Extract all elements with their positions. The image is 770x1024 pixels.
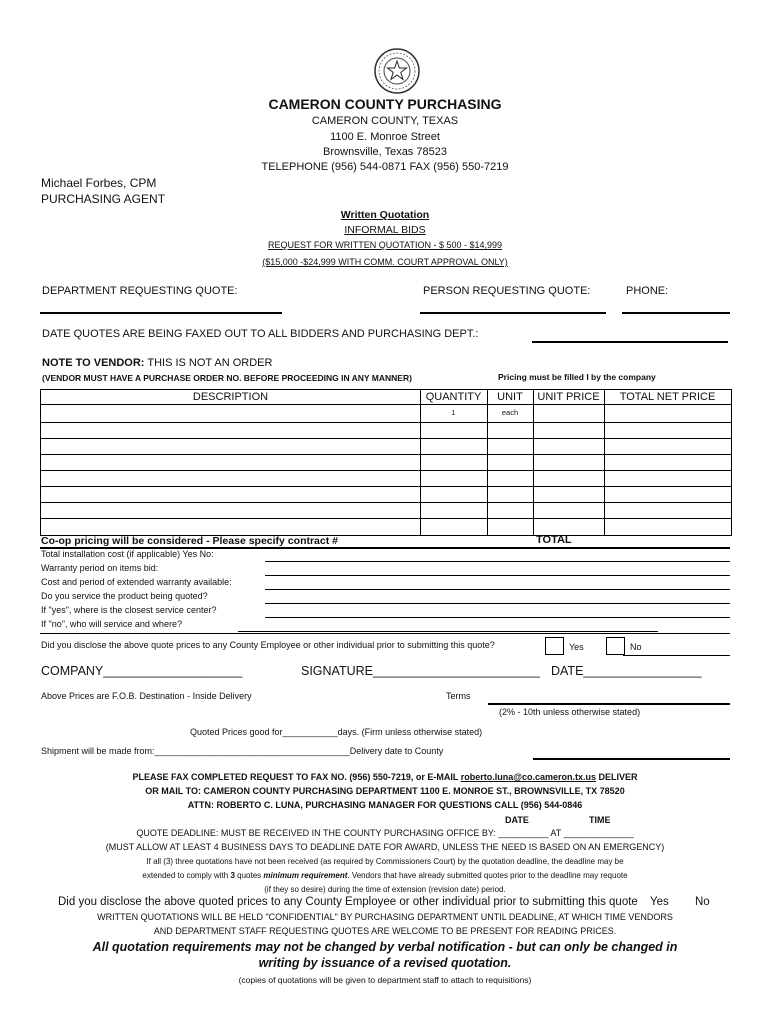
requirements-2 [0, 956, 770, 970]
question-installation: Total installation cost (if applicable) Yes No: [41, 549, 214, 559]
department-label: DEPARTMENT REQUESTING QUOTE: [42, 285, 238, 297]
attn-line: ATTN: ROBERTO C. LUNA, PURCHASING MANAGER FOR QUESTIONS CALL (956) 544-0846 [187, 800, 583, 810]
agent-name: Michael Forbes, CPM [41, 176, 157, 190]
disclose-yes-label: Yes [569, 642, 584, 652]
three-quotes-2-post: . Vendors that have already submitted quotes prior to the deadline may requote [347, 871, 628, 880]
quoted-prices-good: Quoted Prices good for___________days. (Firm unless otherwise stated) [190, 727, 483, 737]
allow-days: (MUST ALLOW AT LEAST 4 BUSINESS DAYS TO DEADLINE DATE FOR AWARD, UNLESS THE NEED IS BASED ON AN EMERGENCY) [105, 842, 665, 852]
question-service-center: If "yes", where is the closest service center? [41, 605, 217, 615]
coop-label: Co-op pricing will be considered - Please specify contract # [41, 535, 338, 547]
confidential-1: WRITTEN QUOTATIONS WILL BE HELD "CONFIDENTIAL" BY PURCHASING DEPARTMENT UNTIL DEADLINE, AT WHICH TIME VENDORS [97, 912, 673, 922]
deadline-date-label: DATE [505, 815, 529, 825]
note-label: NOTE TO VENDOR: [42, 357, 145, 369]
col-total-net-price: TOTAL NET PRICE [619, 391, 716, 403]
date-faxed-label: DATE QUOTES ARE BEING FAXED OUT TO ALL BIDDERS AND PURCHASING DEPT.: [42, 328, 479, 340]
form-range-approval: ($15,000 -$24,999 WITH COMM. COURT APPROVAL ONLY) [262, 257, 508, 267]
phone-fax-line: TELEPHONE (956) 544-0871 FAX (956) 550-7219 [261, 161, 509, 173]
deadline-time-label: TIME [589, 815, 611, 825]
who-service-field[interactable] [238, 631, 658, 632]
phone-label: PHONE: [626, 285, 669, 297]
form-subtitle: INFORMAL BIDS [344, 224, 426, 236]
person-label: PERSON REQUESTING QUOTE: [423, 285, 591, 297]
three-quotes-2-num: 3 [230, 871, 235, 880]
copies-note: (copies of quotations will be given to department staff to attach to requisitions) [238, 975, 532, 985]
quote-table [40, 389, 732, 536]
disclose-box-line [623, 655, 730, 656]
three-quotes-2-mid: quotes [234, 871, 264, 880]
col-unit: UNIT [497, 391, 523, 403]
three-quotes-3: (if they so desire) during the time of extension (revision date) period. [264, 885, 506, 894]
questions-bottom [40, 633, 730, 634]
org-title: CAMERON COUNTY PURCHASING [268, 96, 502, 112]
vendor-po-note: (VENDOR MUST HAVE A PURCHASE ORDER NO. BEFORE PROCEEDING IN ANY MANNER) [42, 373, 412, 383]
extended-field[interactable] [265, 589, 730, 590]
date-faxed-field[interactable] [532, 341, 728, 343]
question-extended: Cost and period of extended warranty available: [41, 577, 232, 587]
requirements-1 [0, 940, 770, 954]
terms-field[interactable] [488, 703, 730, 705]
total-label: TOTAL [536, 534, 572, 546]
three-quotes-2 [0, 871, 770, 880]
delivery-date-field[interactable] [533, 758, 730, 760]
requirements-2-text: writing by issuance of a revised quotation. [258, 956, 512, 970]
note-to-vendor [42, 357, 272, 369]
question-service: Do you service the product being quoted? [41, 591, 208, 601]
three-quotes-2-pre: extended to comply with [142, 871, 231, 880]
disclose-no-checkbox[interactable] [606, 637, 625, 655]
question-warranty: Warranty period on items bid: [41, 563, 159, 573]
disclose2-question: Did you disclose the above quoted prices to any County Employee or other individual prior to submitting this quote [58, 896, 638, 908]
date-field[interactable]: DATE_________________ [551, 664, 702, 678]
requirements-1-text: All quotation requirements may not be changed by verbal notification - but can only be changed in [92, 940, 678, 954]
disclose-yes-checkbox[interactable] [545, 637, 564, 655]
disclose2-no[interactable]: No [695, 896, 710, 908]
fax-text: PLEASE FAX COMPLETED REQUEST TO FAX NO. (956) 550-7219, or E-MAIL [132, 772, 461, 782]
form-range: REQUEST FOR WRITTEN QUOTATION - $ 500 - $14,999 [267, 240, 503, 250]
col-description: DESCRIPTION [192, 391, 269, 403]
mail-instructions: OR MAIL TO: CAMERON COUNTY PURCHASING DEPARTMENT 1100 E. MONROE ST., BROWNSVILLE, TX 78520 [145, 786, 625, 796]
pricing-note: Pricing must be filled I by the company [498, 372, 656, 382]
terms-note: (2% - 10th unless otherwise stated) [499, 707, 641, 717]
quote-deadline: QUOTE DEADLINE: MUST BE RECEIVED IN THE COUNTY PURCHASING OFFICE BY: __________ AT ______________ [136, 828, 634, 838]
fob-note: Above Prices are F.O.B. Destination - Inside Delivery [41, 691, 252, 701]
form-title: Written Quotation [340, 209, 430, 221]
county-line: CAMERON COUNTY, TEXAS [311, 115, 459, 127]
disclose-question: Did you disclose the above quote prices to any County Employee or other individual prior to submitting this quote? [41, 640, 495, 650]
row1-quantity: 1 [451, 408, 456, 417]
disclose-no-label: No [630, 642, 642, 652]
email-link[interactable]: roberto.luna@co.cameron.tx.us [460, 772, 597, 782]
note-text: THIS IS NOT AN ORDER [147, 357, 273, 369]
row1-unit: each [501, 408, 519, 417]
department-field[interactable] [40, 312, 282, 314]
signature-field[interactable]: SIGNATURE________________________ [301, 664, 540, 678]
agent-title: PURCHASING AGENT [41, 192, 166, 206]
deliver-text: DELIVER [596, 772, 638, 782]
installation-field[interactable] [265, 561, 730, 562]
three-quotes-2-req: minimum requirement [263, 871, 348, 880]
terms-label: Terms [446, 691, 471, 701]
street-line: 1100 E. Monroe Street [330, 131, 440, 143]
service-center-field[interactable] [265, 617, 730, 618]
three-quotes-1: If all (3) three quotations have not been received (as required by Commissioners Court) by the quotation deadline, the deadline may be [146, 857, 624, 866]
col-quantity: QUANTITY [425, 391, 482, 403]
fax-instructions [0, 772, 770, 782]
person-field[interactable] [420, 312, 606, 314]
question-who-service: If "no", who will service and where? [41, 619, 182, 629]
city-line: Brownsville, Texas 78523 [323, 146, 447, 158]
company-field[interactable]: COMPANY____________________ [41, 664, 243, 678]
shipment-line: Shipment will be made from:_______________________________________Delivery date to County [41, 746, 444, 756]
confidential-2: AND DEPARTMENT STAFF REQUESTING QUOTES ARE WELCOME TO BE PRESENT FOR READING PRICES. [153, 926, 617, 936]
county-seal [367, 47, 427, 95]
disclose2-yes[interactable]: Yes [650, 896, 669, 908]
phone-field[interactable] [622, 312, 730, 314]
service-field[interactable] [265, 603, 730, 604]
col-unit-price: UNIT PRICE [537, 391, 600, 403]
warranty-field[interactable] [265, 575, 730, 576]
